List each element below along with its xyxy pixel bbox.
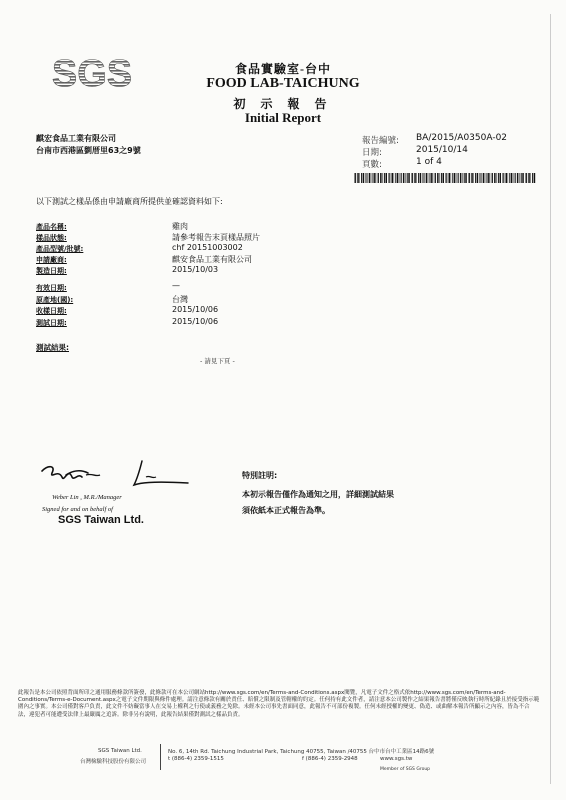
manufacture-date-label: 製造日期:	[36, 267, 67, 275]
received-date-label: 收樣日期:	[36, 307, 67, 315]
sample-state-label: 樣品狀態:	[36, 234, 67, 242]
report-date-value: 2015/10/14	[416, 145, 468, 155]
manufacture-date-value: 2015/10/03	[172, 265, 219, 274]
svg-text:SGS: SGS	[52, 53, 132, 95]
footer-company-en: SGS Taiwan Ltd.	[98, 748, 142, 754]
footer-fax: f (886-4) 2359-2948	[302, 756, 358, 762]
footer-divider	[160, 744, 161, 770]
see-next-page-text: - 請見下頁 -	[200, 357, 235, 365]
intro-text: 以下測試之樣品係由申請廠商所提供並確認資料如下:	[36, 197, 223, 206]
test-results-label: 測試結果:	[36, 343, 69, 352]
footer-address: No. 6, 14th Rd. Taichung Industrial Park, Taichung 40755, Taiwan /40755 台中市台中工業區14路6號	[168, 749, 435, 755]
expiry-date-label: 有效日期:	[36, 284, 67, 292]
report-barcode	[354, 173, 538, 183]
page-edge-line	[550, 14, 551, 784]
product-name-value: 雞肉	[172, 222, 188, 231]
lab-title-en: FOOD LAB-TAICHUNG	[206, 76, 360, 91]
expiry-date-value: —	[172, 281, 180, 290]
handwritten-signature	[38, 455, 198, 493]
report-date-label: 日期:	[362, 148, 382, 158]
report-number-label: 報告編號:	[362, 136, 399, 146]
model-batch-value: chf 20151003002	[172, 243, 243, 252]
legal-disclaimer: 此報告是本公司依照背面所印之通用服務條款所簽發，此條款可在本公司網站http://www.sgs.com/en/Terms-and-Conditions.aspx閱覽，凡電子文件之格式依http://www.sgs.com/en/Terms-and-Conditions/Terms-e-Document.aspx之電子文件期限與條件處理。請注意條款有關於責任、賠償之限制及管轄權的約定。任何持有此文件者，請注意本公司製作之結果報告書將僅反映執行時所紀錄且於接受指示範圍內之事實。本公司僅對客戶負責，此文件不妨礙當事人在交易上權利之行使或義務之免除。未經本公司事先書面同意，此報告不可部份複製。任何未經授權的變更、偽造、或曲解本報告所顯示之內容，皆為不合法，違犯者可能遭受法律上最嚴厲之追訴。除非另有說明，此報告結果僅對測試之樣品負責。	[18, 690, 540, 718]
report-title-en: Initial Report	[244, 110, 322, 125]
lab-title-zh: 食品實驗室-台中	[235, 62, 331, 76]
page-count-value: 1 of 4	[416, 157, 442, 167]
footer-member: Member of SGS Group	[380, 767, 431, 772]
origin-label: 原產地(國):	[36, 296, 74, 304]
special-note-title: 特別註明:	[242, 471, 278, 480]
product-name-label: 產品名稱:	[36, 223, 67, 231]
signatory-company: SGS Taiwan Ltd.	[58, 514, 144, 526]
origin-value: 台灣	[172, 295, 188, 304]
page-count-label: 頁數:	[362, 160, 382, 170]
applicant-label: 申請廠商:	[36, 256, 67, 264]
applicant-value: 麒安食品工業有限公司	[172, 255, 252, 264]
special-note-line-2: 須依紙本正式報告為準。	[242, 506, 330, 515]
test-date-value: 2015/10/06	[172, 317, 219, 326]
received-date-value: 2015/10/06	[172, 305, 219, 314]
client-name: 麒宏食品工業有限公司	[36, 134, 116, 143]
client-address: 台南市西港區劉厝里63之9號	[36, 146, 141, 155]
report-number-value: BA/2015/A0350A-02	[416, 133, 508, 143]
model-batch-label: 產品型號/批號:	[36, 245, 84, 253]
footer-website: www.sgs.tw	[380, 756, 413, 762]
sample-state-value: 請參考報告末頁樣品照片	[172, 233, 260, 242]
special-note-line-1: 本初示報告僅作為通知之用，詳細測試結果	[242, 490, 394, 499]
footer-company-zh: 台灣檢驗科技股份有限公司	[80, 759, 147, 765]
signatory-name: Weber Lin , M.R./Manager	[52, 494, 122, 501]
signed-on-behalf: Signed for and on behalf of	[42, 506, 113, 513]
report-title-zh: 初 示 報 告	[233, 97, 333, 111]
test-date-label: 測試日期:	[36, 319, 67, 327]
footer-telephone: t (886-4) 2359-1515	[168, 756, 224, 762]
